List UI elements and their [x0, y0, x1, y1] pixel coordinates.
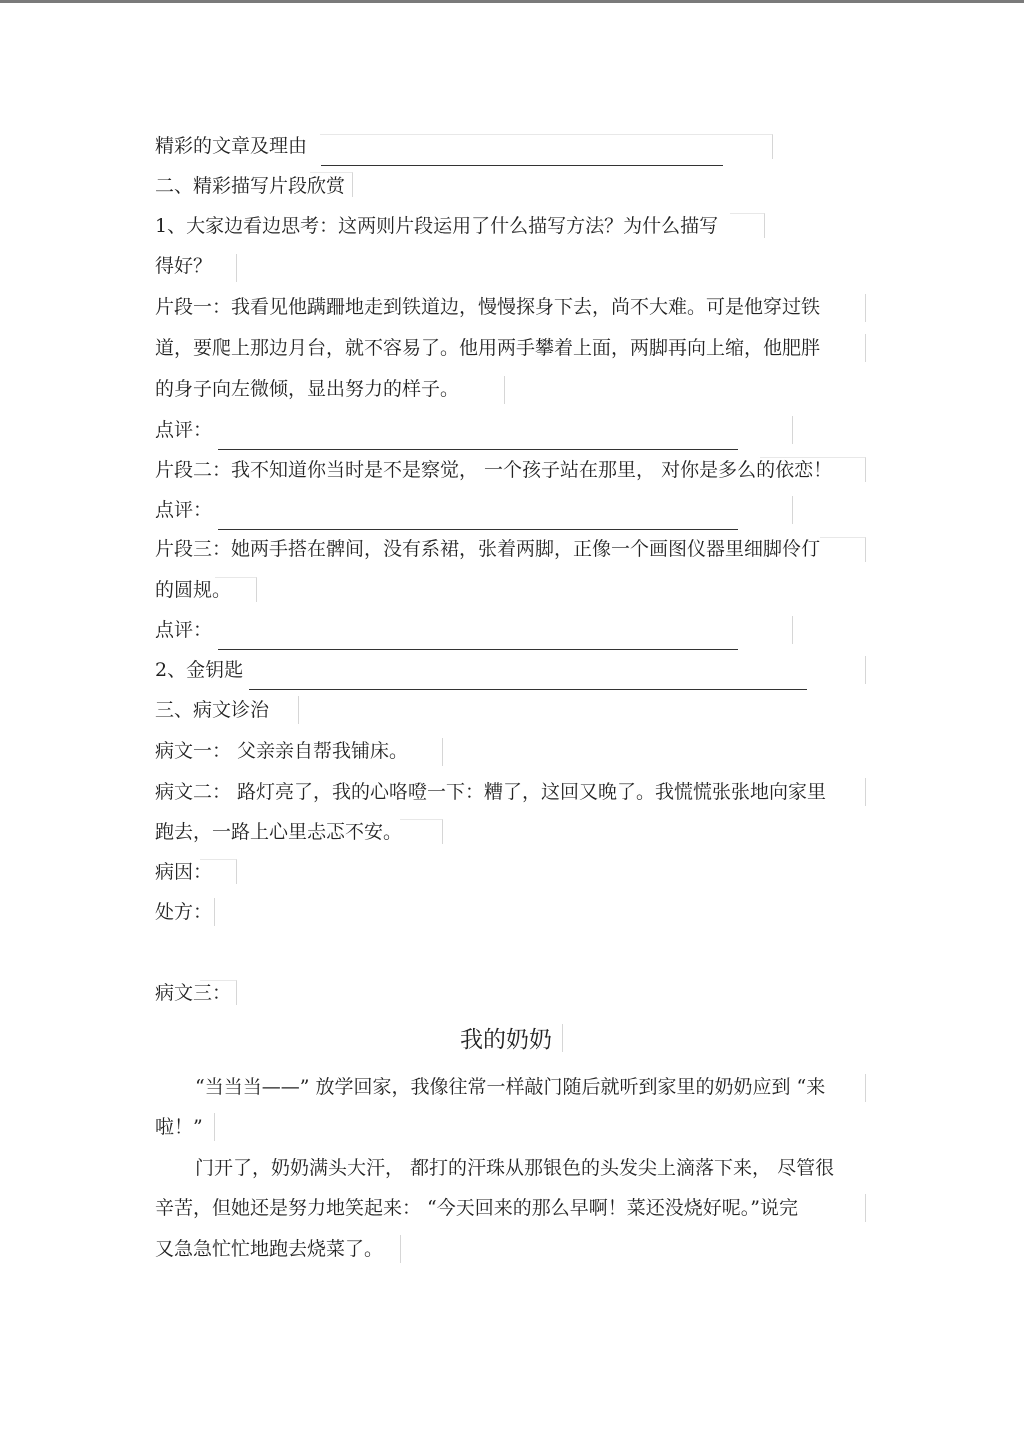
comment-1-blank[interactable] — [218, 423, 738, 450]
passage-2-line-1: 片段二：我不知道你当时是不是察觉， 一个孩子站在那里， 对你是多么的依恋！ — [155, 459, 833, 481]
comment-3-label: 点评： — [155, 619, 213, 641]
faulty-text-1: 病文一： 父亲亲自帮我铺床。 — [155, 740, 409, 762]
margin-mark — [792, 416, 793, 444]
essay-para-2-line-3: 又急急忙忙地跑去烧菜了。 — [155, 1238, 384, 1260]
comment-2-blank[interactable] — [218, 503, 738, 530]
faulty-text-2-line-2: 跑去，一路上心里忐忑不安。 — [155, 821, 403, 843]
essay-title: 我的奶奶 — [460, 1027, 552, 1053]
margin-mark — [865, 1194, 866, 1222]
passage-3-line-1: 片段三：她两手搭在髀间，没有系裙，张着两脚，正像一个画图仪器里细脚伶仃 — [155, 538, 821, 560]
margin-mark — [504, 376, 505, 404]
margin-mark — [400, 819, 443, 844]
section-3-heading: 三、病文诊治 — [155, 699, 270, 721]
comment-1-line — [155, 410, 738, 450]
essay-para-2-line-2: 辛苦，但她还是努力地笑起来： “今天回来的那么早啊！菜还没烧好呢。”说完 — [155, 1197, 798, 1219]
prescription-label: 处方： — [155, 901, 213, 923]
essay-para-1-line-2: 啦！” — [155, 1116, 203, 1138]
comment-3-line — [155, 610, 738, 650]
golden-key-blank[interactable] — [249, 663, 807, 690]
essay-para-1-line-1: “当当当——” 放学回家，我像往常一样敲门随后就听到家里的奶奶应到 “来 — [195, 1076, 826, 1098]
margin-mark — [320, 134, 773, 159]
diagnosis-label: 病因： — [155, 861, 213, 883]
margin-mark — [730, 213, 765, 238]
margin-mark — [865, 294, 866, 322]
margin-mark — [792, 496, 793, 524]
passage-1-line-1: 片段一：我看见他蹒跚地走到铁道边，慢慢探身下去，尚不大难。可是他穿过铁 — [155, 296, 821, 318]
margin-mark — [865, 334, 866, 362]
margin-mark — [214, 898, 215, 926]
golden-key-line — [155, 650, 807, 690]
faulty-text-2-line-1: 病文二： 路灯亮了，我的心咯噔一下：糟了，这回又晚了。我慌慌张张地向家里 — [155, 781, 827, 803]
margin-mark — [442, 738, 443, 766]
margin-mark — [215, 577, 257, 602]
margin-mark — [865, 656, 866, 684]
comment-1-label: 点评： — [155, 419, 213, 441]
top-border — [0, 0, 1024, 3]
margin-mark — [865, 1074, 866, 1102]
margin-mark — [236, 254, 237, 282]
margin-mark — [865, 778, 866, 806]
section-2-heading: 二、精彩描写片段欣赏 — [155, 175, 346, 197]
margin-mark — [760, 457, 866, 482]
question-1-line-2: 得好？ — [155, 255, 213, 277]
essay-para-2-line-1: 门开了，奶奶满头大汗， 都打的汗珠从那银色的头发尖上滴落下来， 尽管很 — [195, 1157, 835, 1179]
faulty-text-3-label: 病文三： — [155, 982, 232, 1004]
question-1-line-1: 1、大家边看边思考：这两则片段运用了什么描写方法？为什么描写 — [155, 215, 719, 237]
margin-mark — [298, 696, 299, 724]
passage-1-line-2: 道，要爬上那边月台，就不容易了。他用两手攀着上面，两脚再向上缩，他肥胖 — [155, 337, 821, 359]
passage-3-line-2: 的圆规。 — [155, 579, 232, 601]
margin-mark — [310, 172, 353, 197]
margin-mark — [200, 980, 237, 1005]
comment-3-blank[interactable] — [218, 623, 738, 650]
margin-mark — [214, 1113, 215, 1141]
margin-mark — [562, 1024, 563, 1052]
comment-2-line — [155, 490, 738, 530]
margin-mark — [820, 537, 866, 562]
margin-mark — [200, 859, 237, 884]
golden-key-label: 2、金钥匙 — [155, 659, 244, 681]
comment-2-label: 点评： — [155, 499, 213, 521]
margin-mark — [792, 616, 793, 644]
margin-mark — [400, 1235, 401, 1263]
passage-1-line-3: 的身子向左微倾，显出努力的样子。 — [155, 378, 460, 400]
essay-reason-label: 精彩的文章及理由 — [155, 135, 308, 157]
